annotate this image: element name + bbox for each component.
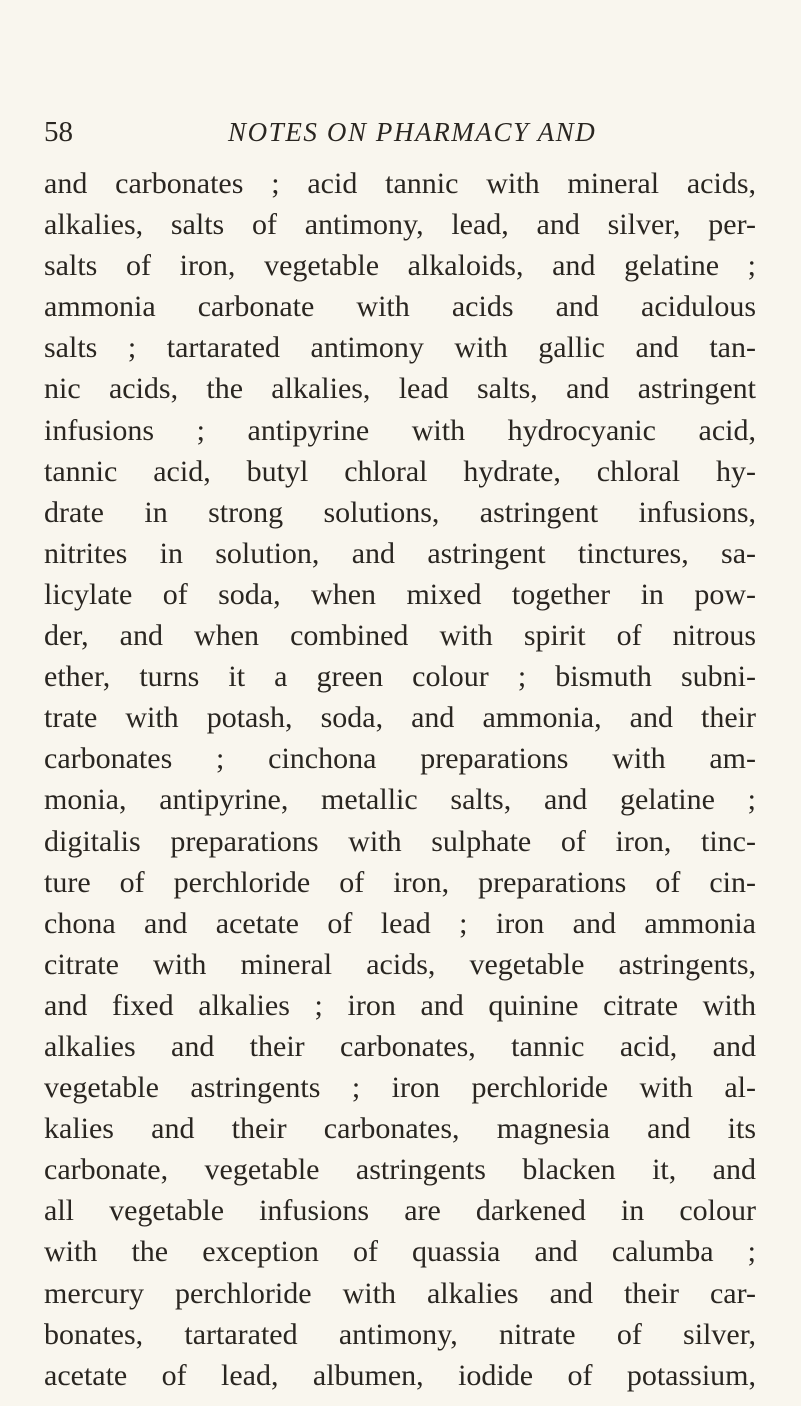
text-line: carbonate, vegetable astringents blacken it, and: [44, 1153, 756, 1187]
text-line: kalies and their carbonates, magnesia and its: [44, 1112, 756, 1146]
text-line: mercury perchloride with alkalies and their car-: [44, 1276, 756, 1310]
text-line: nitrites in solution, and astringent tinctures, sa-: [44, 536, 756, 570]
page-header: [44, 114, 744, 150]
text-line: drate in strong solutions, astringent infusions,: [44, 495, 756, 529]
text-line: bonates, tartarated antimony, nitrate of silver,: [44, 1317, 756, 1351]
text-line: with the exception of quassia and calumba ;: [44, 1235, 756, 1269]
text-line: licylate of soda, when mixed together in pow-: [44, 577, 756, 611]
text-line: ether, turns it a green colour ; bismuth subni-: [44, 660, 756, 694]
text-line: salts of iron, vegetable alkaloids, and gelatine ;: [44, 249, 756, 283]
text-line: digitalis preparations with sulphate of iron, tinc-: [44, 824, 756, 858]
text-line: nic acids, the alkalies, lead salts, and astringent: [44, 372, 756, 406]
text-line: acetate of lead, albumen, iodide of potassium,: [44, 1358, 756, 1392]
text-line: infusions ; antipyrine with hydrocyanic acid,: [44, 413, 756, 447]
text-line: salts ; tartarated antimony with gallic and tan-: [44, 331, 756, 365]
text-line: citrate with mineral acids, vegetable astringents,: [44, 947, 756, 981]
text-line: all vegetable infusions are darkened in colour: [44, 1194, 756, 1228]
body-text: [44, 163, 756, 1396]
text-line: and fixed alkalies ; iron and quinine citrate with: [44, 988, 756, 1022]
text-line: alkalies and their carbonates, tannic acid, and: [44, 1029, 756, 1063]
running-head: NOTES ON PHARMACY AND: [228, 117, 597, 147]
text-line: alkalies, salts of antimony, lead, and silver, per-: [44, 208, 756, 242]
text-line: der, and when combined with spirit of nitrous: [44, 619, 756, 653]
text-line: tannic acid, butyl chloral hydrate, chloral hy-: [44, 454, 756, 488]
text-line: monia, antipyrine, metallic salts, and gelatine ;: [44, 783, 756, 817]
text-line: ture of perchloride of iron, preparations of cin-: [44, 865, 756, 899]
text-line: trate with potash, soda, and ammonia, and their: [44, 701, 756, 735]
text-line: and carbonates ; acid tannic with mineral acids,: [44, 167, 756, 200]
text-line: ammonia carbonate with acids and acidulous: [44, 290, 756, 324]
text-line: chona and acetate of lead ; iron and ammonia: [44, 906, 756, 940]
text-line: vegetable astringents ; iron perchloride with al-: [44, 1071, 756, 1105]
text-line: carbonates ; cinchona preparations with am-: [44, 742, 756, 776]
page-number: 58: [44, 116, 73, 148]
